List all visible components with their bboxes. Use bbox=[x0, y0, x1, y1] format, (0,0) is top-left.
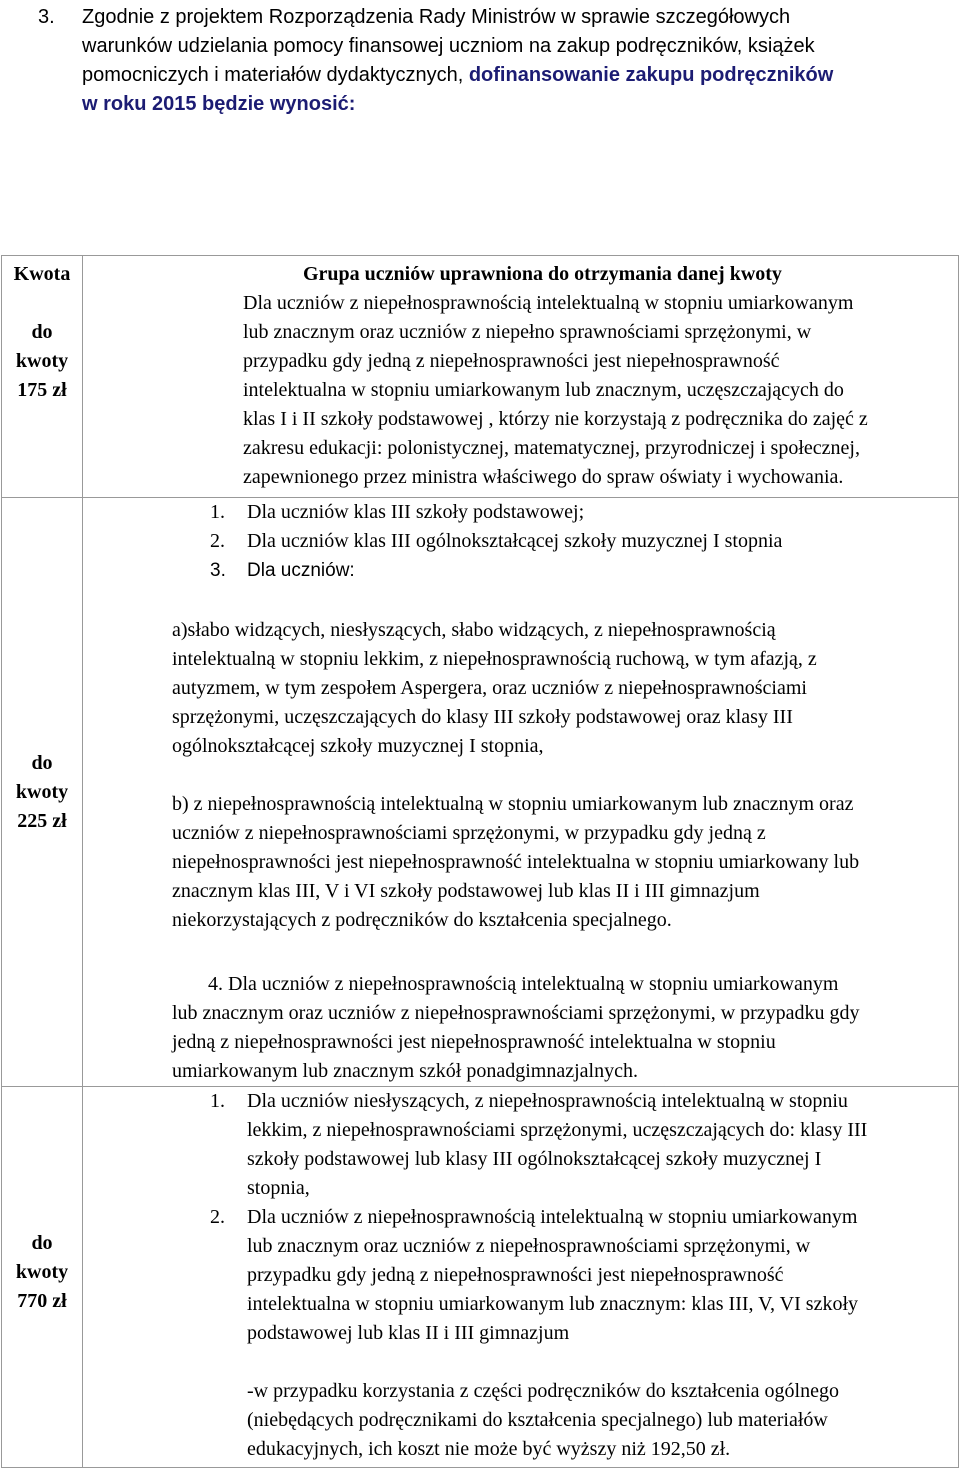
list-line: Dla uczniów z niepełnosprawnością intelektualną w stopniu umiarkowanym bbox=[247, 1206, 858, 1228]
list-number: 2. bbox=[210, 1206, 225, 1228]
list-item bbox=[172, 527, 958, 556]
para-line: niekorzystających z podręczników do kształcenia specjalnego. bbox=[172, 909, 672, 931]
intro-line: Zgodnie z projektem Rozporządzenia Rady Ministrów w sprawie szczegółowych bbox=[82, 6, 791, 28]
para-line: niepełnosprawności jest niepełnosprawność intelektualna w stopniu umiarkowany lub bbox=[172, 851, 860, 873]
list-item bbox=[172, 1087, 958, 1203]
table-row bbox=[2, 498, 959, 1087]
para-line: jedną z niepełnosprawności jest niepełnosprawność intelektualna w stopniu bbox=[172, 1031, 776, 1053]
table-row bbox=[2, 256, 959, 498]
list-item bbox=[172, 1203, 958, 1348]
note-line: (niebędących podręcznikami do kształcenia specjalnego) lub materiałów bbox=[247, 1409, 828, 1431]
para-line: lub znacznym oraz uczniów z niepełnosprawnościami sprzężonymi, w przypadku gdy bbox=[172, 1002, 860, 1024]
group-line: Dla uczniów z niepełnosprawnością intelektualną w stopniu umiarkowanym bbox=[243, 292, 854, 314]
para-line: intelektualną w stopniu lekkim, z niepełnosprawnością ruchową, w tym afazją, z bbox=[172, 648, 817, 670]
list-text: Dla uczniów klas III ogólnokształcącej szkoły muzycznej I stopnia bbox=[247, 530, 783, 552]
group-cell bbox=[83, 1087, 959, 1468]
intro-highlight: dofinansowanie zakupu podręczników bbox=[468, 64, 834, 86]
amount-value: 770 zł bbox=[17, 1289, 67, 1312]
list-line: intelektualna w stopniu umiarkowanym lub znacznym: klas III, V, VI szkoły bbox=[247, 1293, 858, 1315]
para-line: znacznym klas III, V i VI szkoły podstawowej lub klas II i III gimnazjum bbox=[172, 880, 760, 902]
list-line: lekkim, z niepełnosprawnościami sprzężonymi, uczęszczających do: klasy III bbox=[247, 1119, 868, 1141]
note-paragraph bbox=[83, 1377, 958, 1464]
para-line bbox=[172, 970, 958, 999]
intro-number: 3. bbox=[38, 6, 55, 28]
numbered-list bbox=[83, 1087, 958, 1348]
amount-kwoty: kwoty bbox=[15, 1260, 69, 1283]
list-text: Dla uczniów klas III szkoły podstawowej; bbox=[247, 501, 585, 523]
list-number: 3. bbox=[210, 560, 226, 581]
list-line: Dla uczniów niesłyszących, z niepełnosprawnością intelektualną w stopniu bbox=[247, 1090, 848, 1112]
group-line: przypadku gdy jedną z niepełnosprawności jest niepełnosprawność bbox=[243, 350, 780, 372]
para-line: b) z niepełnosprawnością intelektualną w stopniu umiarkowanym lub znacznym oraz bbox=[172, 793, 854, 815]
list-text: Dla uczniów: bbox=[247, 560, 355, 581]
list-line: lub znacznym oraz uczniów z niepełnosprawnościami sprzężonymi, w bbox=[247, 1235, 811, 1257]
amount-cell bbox=[2, 1087, 83, 1468]
paragraph-a bbox=[83, 616, 958, 761]
list-item bbox=[172, 556, 958, 585]
list-number: 1. bbox=[210, 501, 225, 523]
list-item bbox=[172, 498, 958, 527]
note-line: -w przypadku korzystania z części podręczników do kształcenia ogólnego bbox=[247, 1380, 839, 1402]
amount-cell bbox=[2, 256, 83, 498]
para-line: a)słabo widzących, niesłyszących, słabo widzących, z niepełnosprawnością bbox=[172, 619, 776, 641]
para-line: autyzmem, w tym zespołem Aspergera, oraz uczniów z niepełnosprawnościami bbox=[172, 677, 807, 699]
amount-cell bbox=[2, 498, 83, 1087]
paragraph-b bbox=[83, 790, 958, 935]
note-block bbox=[172, 1377, 958, 1464]
amount-value: 175 zł bbox=[17, 379, 67, 401]
amount-value: 225 zł bbox=[17, 809, 67, 832]
para-line: ogólnokształcącej szkoły muzycznej I stopnia, bbox=[172, 735, 544, 757]
subsidy-table bbox=[1, 255, 959, 1468]
group-cell bbox=[83, 256, 959, 498]
note-line: edukacyjnych, ich koszt nie może być wyższy niż 192,50 zł. bbox=[247, 1438, 731, 1460]
amount-do: do bbox=[31, 751, 53, 774]
para-number: 4. bbox=[208, 973, 223, 995]
amount-do: do bbox=[31, 1231, 53, 1254]
group-line: lub znacznym oraz uczniów z niepełno sprawnościami sprzężonymi, w bbox=[243, 321, 812, 343]
para-line: uczniów z niepełnosprawnościami sprzężonymi, w przypadku gdy jedną z bbox=[172, 822, 766, 844]
amount-kwoty: kwoty bbox=[15, 780, 69, 803]
group-line: zapewnionego przez ministra właściwego do spraw oświaty i wychowania. bbox=[243, 466, 844, 488]
intro-line bbox=[82, 61, 942, 90]
group-cell bbox=[83, 498, 959, 1087]
list-number: 1. bbox=[210, 1090, 225, 1112]
table-row bbox=[2, 1087, 959, 1468]
list-line: stopnia, bbox=[247, 1177, 310, 1199]
group-line: zakresu edukacji: polonistycznej, matematycznej, przyrodniczej i społecznej, bbox=[243, 437, 860, 459]
amount-do: do bbox=[31, 321, 53, 343]
para-line: umiarkowanym lub znacznym szkół ponadgimnazjalnych. bbox=[172, 1060, 638, 1082]
group-line: klas I i II szkoły podstawowej , którzy nie korzystają z podręcznika do zajęć z bbox=[243, 408, 868, 430]
list-line: podstawowej lub klas II i III gimnazjum bbox=[247, 1322, 570, 1344]
intro-line-text: pomocniczych i materiałów dydaktycznych, bbox=[82, 64, 469, 86]
list-number: 2. bbox=[210, 530, 225, 552]
amount-kwoty: kwoty bbox=[15, 350, 69, 372]
group-line: intelektualna w stopniu umiarkowanym lub znacznym, uczęszczających do bbox=[243, 379, 844, 401]
list-line: szkoły podstawowej lub klasy III ogólnokształcącej szkoły muzycznej I bbox=[247, 1148, 822, 1170]
para-text: Dla uczniów z niepełnosprawnością intelektualną w stopniu umiarkowanym bbox=[228, 973, 839, 995]
list-line: przypadku gdy jedną z niepełnosprawności jest niepełnosprawność bbox=[247, 1264, 784, 1286]
numbered-list bbox=[83, 498, 958, 585]
paragraph-4 bbox=[83, 970, 958, 1086]
intro-highlight: w roku 2015 będzie wynosić: bbox=[82, 93, 356, 115]
header-kwota: Kwota bbox=[13, 263, 71, 285]
intro-line-text: warunków udzielania pomocy finansowej uczniom na zakup podręczników, książek bbox=[82, 35, 815, 57]
para-line: sprzężonymi, uczęszczających do klasy III szkoły podstawowej oraz klasy III bbox=[172, 706, 793, 728]
header-group: Grupa uczniów uprawniona do otrzymania danej kwoty bbox=[303, 263, 782, 285]
intro-text bbox=[82, 3, 942, 119]
intro-line bbox=[82, 32, 942, 61]
